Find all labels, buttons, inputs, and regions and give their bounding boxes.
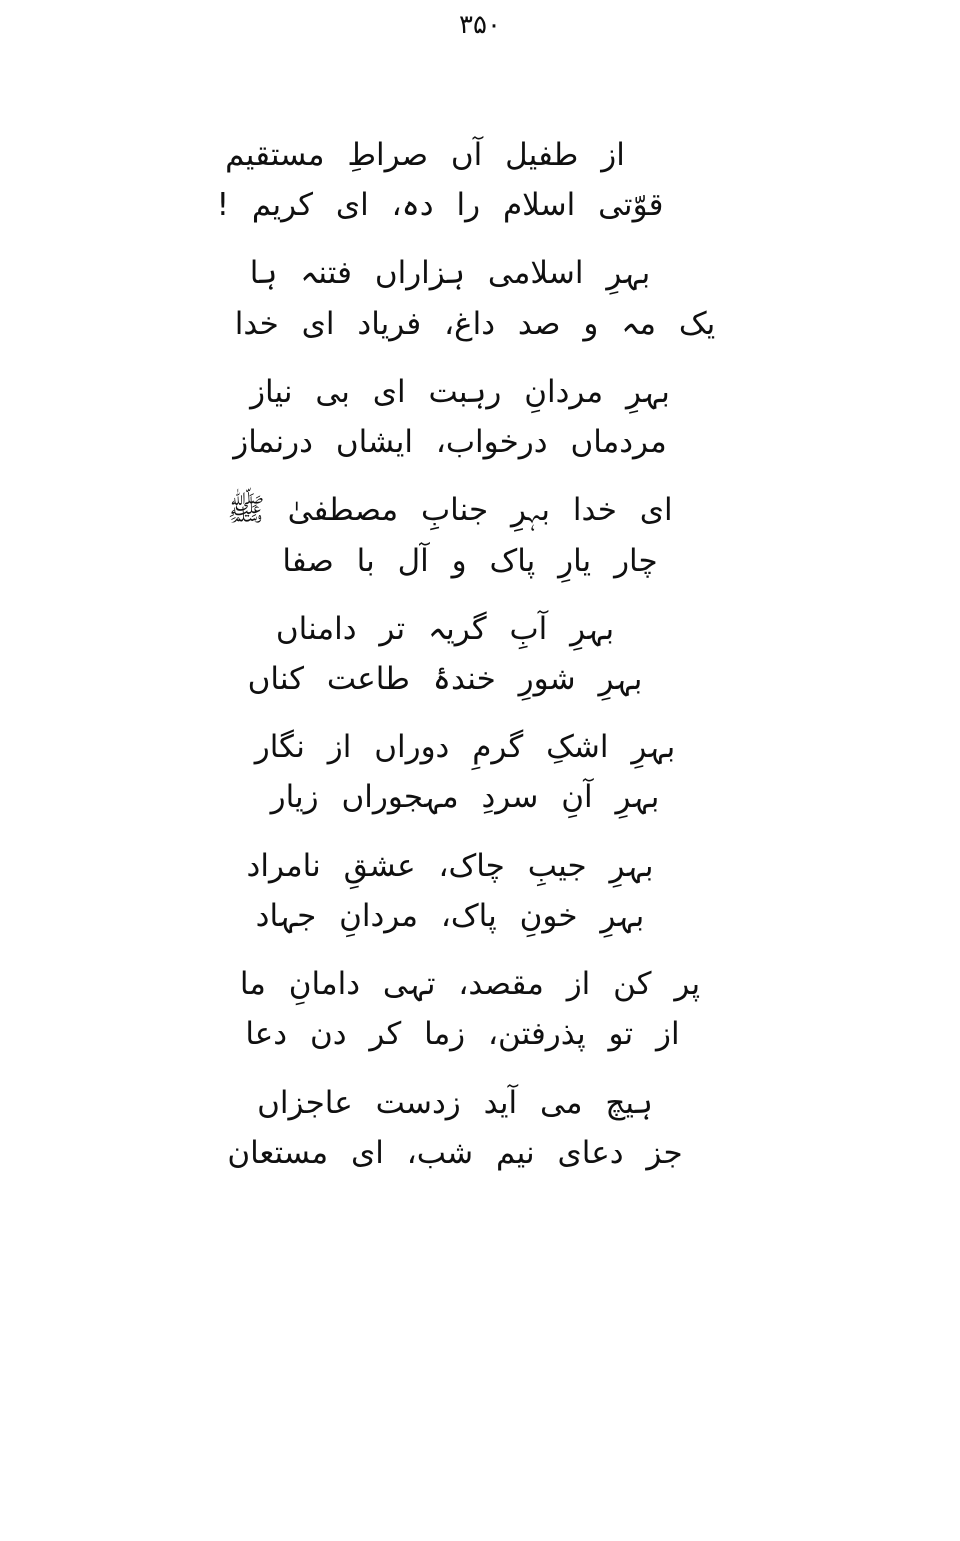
couplet (18, 367, 942, 467)
poem-line: ہیچ می آید زدست عاجزاں (257, 1084, 653, 1121)
poem-line: جز دعای نیم شب، ای مستعان (227, 1134, 683, 1171)
poem-line: پر کن از مقصد، تہی دامانِ ما (239, 966, 701, 1003)
poem-line: از تو پذرفتن، زما کر دن دعا (245, 1016, 680, 1053)
poem-line: بہرِ اشکِ گرمِ دوراں از نگار (254, 729, 676, 766)
poem-line: بہرِ شورِ خندۂ طاعت کناں (247, 660, 643, 697)
poem-line: بہرِ خونِ پاک، مردانِ جہاد (255, 897, 645, 934)
poem-line: مردماں درخواب، ایشاں درنماز (233, 424, 667, 461)
poem-line: بہرِ آبِ گریہ تر دامناں (275, 610, 615, 647)
poem-line: بہرِ آنِ سردِ مہجوراں زیار (270, 779, 660, 816)
poem-body (0, 130, 960, 1196)
page-number: ۳۵۰ (459, 10, 501, 40)
couplet (18, 841, 942, 941)
poem-line: یک مہ و صد داغ، فریاد ای خدا (234, 305, 716, 342)
couplet (18, 130, 942, 230)
couplet (18, 604, 942, 704)
poem-line: چار یارِ پاک و آل با صفا (282, 542, 658, 579)
poem-line: بہرِ جیبِ چاک، عشقِ نامراد (246, 847, 654, 884)
poem-line: بہرِ مردانِ رہبت ای بی نیاز (250, 373, 670, 410)
poem-line: قوّتی اسلام را دہ، ای کریم ! (216, 187, 664, 224)
poem-line: از طفیل آں صراطِ مستقیم (225, 137, 625, 173)
couplet (18, 1078, 942, 1178)
poem-line: بہرِ اسلامی ہزاراں فتنہ ہا (249, 255, 651, 292)
couplet (18, 485, 942, 585)
couplet (18, 959, 942, 1059)
couplet (18, 248, 942, 348)
poem-line: ای خدا بہرِ جنابِ مصطفیٰ ﷺ (227, 492, 673, 529)
couplet (18, 722, 942, 822)
